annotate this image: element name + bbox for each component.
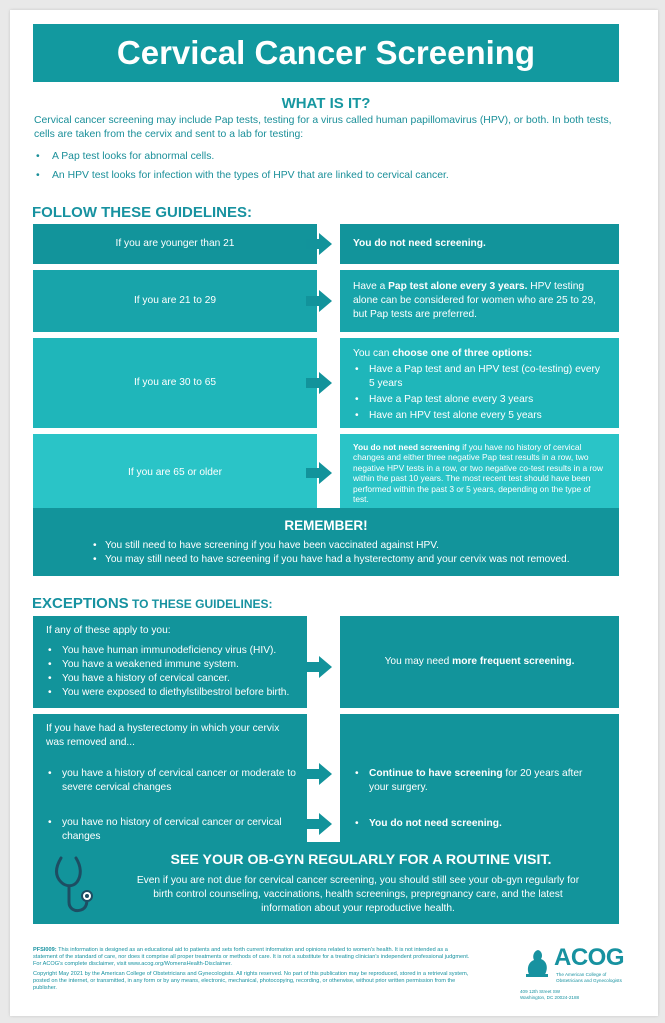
what-is-it-heading: WHAT IS IT?	[281, 95, 371, 112]
arrow-icon	[306, 290, 332, 312]
answer-text: You can choose one of three options:	[353, 348, 533, 359]
hysterectomy-case-no-history: • you have no history of cervical cancer or cervical changes	[33, 816, 307, 844]
answer-cell-21-29	[340, 270, 619, 332]
answer-text: You may need more frequent screening.	[384, 656, 575, 667]
options-list	[353, 363, 606, 423]
arrow-icon	[306, 763, 332, 785]
age-label: If you are 65 or older	[127, 467, 222, 478]
remember-heading: REMEMBER!	[284, 518, 368, 533]
acog-emblem-icon	[522, 948, 552, 978]
age-label: If you are 21 to 29	[133, 295, 217, 306]
routine-visit-heading: SEE YOUR OB-GYN REGULARLY FOR A ROUTINE VISIT.	[170, 852, 552, 868]
condition-item: • You have human immunodeficiency virus (HIV).	[46, 644, 295, 658]
routine-visit-box	[33, 842, 619, 924]
answer-bold: You do not need screening.	[353, 238, 486, 249]
exceptions-answer-frequent	[340, 616, 619, 708]
remember-list	[93, 539, 619, 567]
exceptions-conditions-box	[33, 616, 307, 708]
acog-logo	[518, 944, 628, 1004]
arrow-icon	[306, 372, 332, 394]
arrow-icon	[306, 462, 332, 484]
option-item: • Have a Pap test and an HPV test (co-testing) every 5 years	[353, 363, 606, 391]
hysterectomy-intro: If you have had a hysterectomy in which your cervix was removed and...	[46, 723, 280, 748]
bullet-item: • An HPV test looks for infection with the types of HPV that are linked to cervical cancer.	[34, 169, 614, 182]
age-cell-65-plus	[33, 434, 317, 512]
condition-item: • You were exposed to diethylstilbestrol before birth.	[46, 686, 295, 700]
remember-box	[33, 508, 619, 576]
condition-item: • You have a weakened immune system.	[46, 658, 295, 672]
arrow-icon	[306, 813, 332, 835]
guidelines-heading: FOLLOW THESE GUIDELINES:	[32, 204, 252, 221]
arrow-icon	[306, 656, 332, 678]
remember-item: • You still need to have screening if you have been vaccinated against HPV.	[93, 539, 619, 553]
answer-text: You do not need screening if you have no history of cervical changes and either three negative Pap test results in a row, two negative HPV tests in a row, or two negative co-test results in a row within the past 10 years. The most recent test should have been performed within the past 3 or 5 years, depending on the type of test.	[353, 441, 603, 504]
copyright-text: Copyright May 2021 by the American College of Obstetricians and Gynecologists. All rights reserved. No part of this publication may be reproduced, stored in a retrieval system, posted on the internet, or transmitted, in any form or by any means, electronic, mechanical, photocopying, recording, or otherwise, without prior written permission from the publisher.	[33, 971, 469, 991]
age-cell-under-21	[33, 224, 317, 264]
option-item: • Have an HPV test alone every 5 years	[353, 409, 606, 423]
age-label: If you are 30 to 65	[133, 377, 217, 388]
answer-cell-65-plus	[340, 434, 619, 512]
intro-text: Cervical cancer screening may include Pap tests, testing for a virus called human papillomavirus (HPV), or both. In both tests, cells are taken from the cervix and sent to a lab for testing:	[34, 115, 612, 140]
exceptions-heading: EXCEPTIONS TO THESE GUIDELINES:	[32, 595, 273, 612]
condition-item: • You have a history of cervical cancer.	[46, 672, 295, 686]
acog-wordmark: ACOG	[554, 944, 624, 971]
age-label: If you are younger than 21	[115, 238, 235, 249]
what-is-it-bullets	[34, 150, 614, 188]
stethoscope-icon	[51, 854, 101, 916]
answer-cell-30-65	[340, 338, 619, 428]
age-cell-30-65	[33, 338, 317, 428]
routine-visit-body: Even if you are not due for cervical cancer screening, you should still see your ob-gyn regularly for birth control counseling, vaccinations, health screenings, prepregnancy care, and the latest information about your reproductive health.	[136, 875, 580, 914]
hysterectomy-answers-box	[340, 714, 619, 844]
option-item: • Have a Pap test alone every 3 years	[353, 393, 606, 407]
acog-address: 409 12th Street SW Washington, DC 20024-2188	[520, 989, 580, 1000]
age-cell-21-29	[33, 270, 317, 332]
bullet-item: • A Pap test looks for abnormal cells.	[34, 150, 614, 163]
conditions-list	[46, 644, 295, 700]
acog-org-name: The American College of Obstetricians and Gynecologists	[556, 972, 622, 983]
answer-no-screening: • You do not need screening.	[355, 818, 502, 829]
exceptions-intro: If any of these apply to you:	[46, 625, 171, 636]
answer-text: Have a Pap test alone every 3 years. HPV testing alone can be considered for women who are 25 to 29, but Pap tests are preferred.	[353, 281, 596, 320]
answer-continue-screening: • Continue to have screening for 20 years after your surgery.	[355, 768, 583, 793]
footer-disclaimer	[33, 947, 473, 995]
page-title: Cervical Cancer Screening	[33, 24, 619, 82]
answer-cell-under-21	[340, 224, 619, 264]
remember-item: • You may still need to have screening if you have had a hysterectomy and your cervix was not removed.	[93, 553, 619, 567]
hysterectomy-case-history: • you have a history of cervical cancer or moderate to severe cervical changes	[33, 767, 307, 795]
disclaimer-text: PFSI009: This information is designed as an educational aid to patients and sets forth current information and opinions related to women's health. It is not intended as a statement of the standard of care, nor does it comprise all proper treatments or methods of care. It is not a substitute for a treating clinician's independent professional judgment. For ACOG's complete disclaimer, visit www.acog.org/WomensHealth-Disclaimer.	[33, 947, 470, 967]
arrow-icon	[306, 233, 332, 255]
